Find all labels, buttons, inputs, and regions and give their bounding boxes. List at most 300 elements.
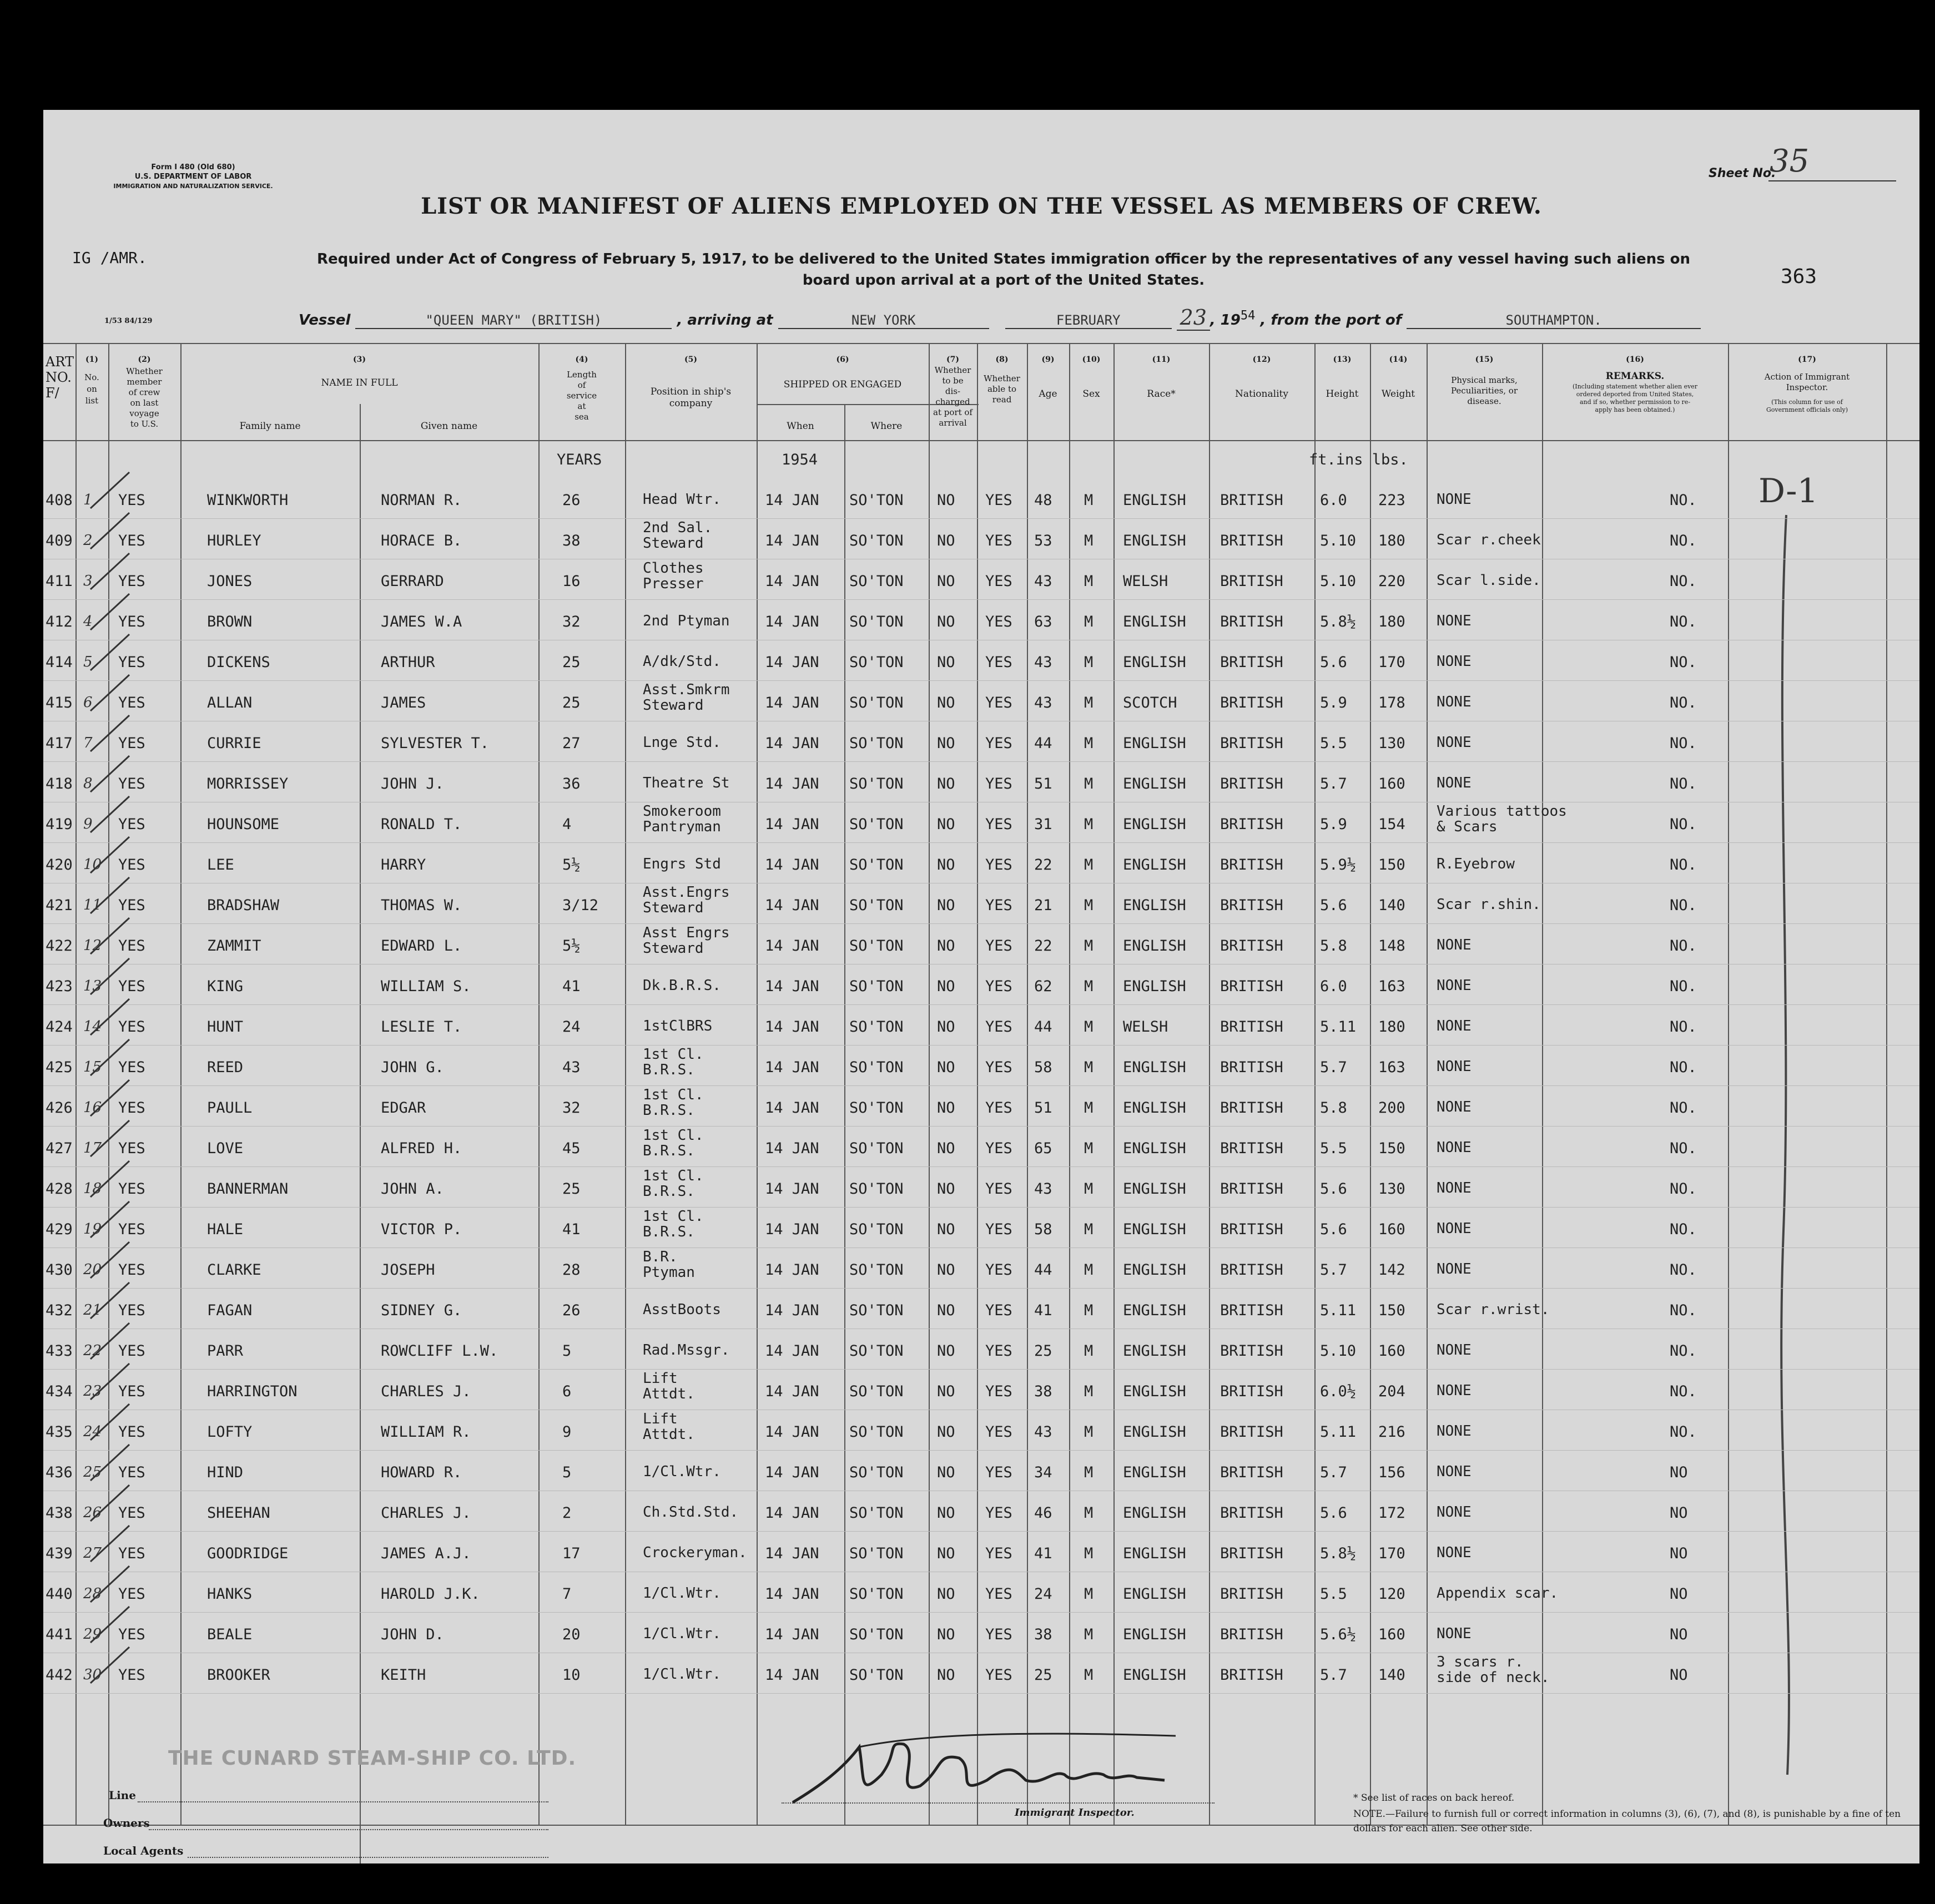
- cell-discharged: NO: [937, 856, 955, 873]
- cell-sex: M: [1084, 1383, 1094, 1400]
- cell-nationality: BRITISH: [1220, 978, 1283, 995]
- table-top-rule: [43, 343, 1919, 344]
- cell-height: 5.8½: [1320, 1545, 1357, 1562]
- cell-given-name: SYLVESTER T.: [381, 735, 490, 752]
- row-rule: [43, 1612, 1919, 1613]
- cell-remarks: NO.: [1670, 856, 1697, 873]
- cell-position: Head Wtr.: [643, 491, 721, 508]
- vessel-label: Vessel: [299, 312, 351, 329]
- cell-service-length: 6: [562, 1383, 572, 1400]
- cell-age: 58: [1034, 1059, 1052, 1076]
- cell-shipped-where: SO'TON: [849, 573, 904, 590]
- row-rule: [43, 1369, 1919, 1370]
- check-mark-icon: [85, 1523, 135, 1567]
- cell-position: 1/Cl.Wtr.: [643, 1585, 721, 1602]
- check-mark-icon: [85, 1604, 135, 1648]
- cell-nationality: BRITISH: [1220, 1221, 1283, 1238]
- cell-discharged: NO: [937, 1180, 955, 1198]
- cell-remarks: NO: [1670, 1585, 1688, 1603]
- check-mark-icon: [85, 1280, 135, 1324]
- cell-shipped-where: SO'TON: [849, 1261, 904, 1279]
- cell-height: 5.7: [1320, 1059, 1347, 1076]
- inspector-signature: [776, 1719, 1198, 1814]
- header-num: (4): [575, 355, 588, 364]
- cell-remarks: NO.: [1670, 816, 1697, 833]
- header-name-in-full: NAME IN FULL: [321, 377, 398, 388]
- cell-able-to-read: YES: [985, 1059, 1012, 1076]
- cell-age: 65: [1034, 1140, 1052, 1157]
- cell-sex: M: [1084, 816, 1094, 833]
- cell-family-name: PAULL: [207, 1099, 253, 1117]
- cell-previous-voyage: YES: [118, 1261, 145, 1279]
- cell-discharged: NO: [937, 897, 955, 914]
- cell-age: 63: [1034, 613, 1052, 630]
- row-rule: [43, 1085, 1919, 1086]
- cell-position: Lift Attdt.: [643, 1370, 695, 1402]
- cell-position: Rad.Mssgr.: [643, 1342, 730, 1358]
- cell-shipped-when: 14 JAN: [765, 1423, 819, 1441]
- cell-sex: M: [1084, 1180, 1094, 1198]
- cell-race: WELSH: [1123, 1018, 1168, 1036]
- vessel-name: "QUEEN MARY" (BRITISH): [355, 312, 672, 329]
- cell-list-number: 15: [83, 1059, 102, 1075]
- cell-previous-voyage: YES: [118, 775, 145, 792]
- form-number: Form I 480 (Old 680): [151, 163, 235, 171]
- cell-previous-voyage: YES: [118, 816, 145, 833]
- cell-family-name: BEALE: [207, 1626, 253, 1643]
- check-mark-icon: [85, 591, 135, 635]
- cell-age: 48: [1034, 492, 1052, 509]
- cell-family-name: BRADSHAW: [207, 897, 280, 914]
- cell-shipped-where: SO'TON: [849, 1464, 904, 1481]
- cell-shipped-where: SO'TON: [849, 1423, 904, 1441]
- cell-discharged: NO: [937, 1261, 955, 1279]
- cell-weight: 170: [1378, 1545, 1405, 1562]
- cell-age: 43: [1034, 1423, 1052, 1441]
- cell-nationality: BRITISH: [1220, 1504, 1283, 1522]
- header-member-last-voyage: Whether member of crew on last voyage to U.S.: [126, 366, 163, 429]
- cell-list-number: 12: [83, 937, 102, 954]
- col-rule: [1728, 343, 1729, 1825]
- cell-able-to-read: YES: [985, 937, 1012, 954]
- cell-weight: 180: [1378, 613, 1405, 630]
- cell-physical-marks: NONE: [1437, 937, 1472, 953]
- cell-shipped-when: 14 JAN: [765, 978, 819, 995]
- cell-service-length: 25: [562, 1180, 581, 1198]
- cell-list-number: 20: [83, 1261, 102, 1278]
- cell-shipped-where: SO'TON: [849, 1383, 904, 1400]
- cell-art-no: 418: [46, 775, 73, 792]
- cell-height: 5.8: [1320, 1099, 1347, 1117]
- cell-sex: M: [1084, 694, 1094, 711]
- cell-age: 34: [1034, 1464, 1052, 1481]
- cell-service-length: 16: [562, 573, 581, 590]
- cell-age: 44: [1034, 1018, 1052, 1036]
- cell-given-name: KEITH: [381, 1666, 426, 1684]
- cell-discharged: NO: [937, 492, 955, 509]
- cell-shipped-when: 14 JAN: [765, 492, 819, 509]
- header-num: (3): [353, 355, 366, 364]
- cell-sex: M: [1084, 1666, 1094, 1684]
- col-rule: [977, 343, 978, 1825]
- cell-physical-marks: NONE: [1437, 613, 1472, 629]
- header-sex: Sex: [1082, 388, 1100, 400]
- cell-remarks: NO: [1670, 1626, 1688, 1643]
- cell-position: Asst Engrs Steward: [643, 925, 730, 957]
- cell-family-name: HOUNSOME: [207, 816, 280, 833]
- header-discharged: Whether to be dis- charged at port of arrival: [933, 365, 972, 428]
- row-rule: [43, 923, 1919, 924]
- ig-amr-code: IG /AMR.: [72, 249, 147, 267]
- cell-family-name: JONES: [207, 573, 253, 590]
- cell-shipped-when: 14 JAN: [765, 1099, 819, 1117]
- cell-service-length: 28: [562, 1261, 581, 1279]
- cell-weight: 154: [1378, 816, 1405, 833]
- cell-family-name: HURLEY: [207, 532, 261, 549]
- header-num: (5): [684, 355, 697, 364]
- header-action-note: (This column for use of Government officials only): [1766, 398, 1848, 413]
- cell-discharged: NO: [937, 1504, 955, 1522]
- header-remarks: REMARKS.: [1605, 371, 1665, 382]
- cell-art-no: 435: [46, 1423, 73, 1441]
- check-mark-icon: [85, 753, 135, 797]
- cell-physical-marks: NONE: [1437, 1018, 1472, 1034]
- cell-discharged: NO: [937, 775, 955, 792]
- sheet-number-label: Sheet No.: [1709, 166, 1776, 180]
- cell-previous-voyage: YES: [118, 1018, 145, 1036]
- cell-shipped-when: 14 JAN: [765, 897, 819, 914]
- header-num: (6): [836, 355, 849, 364]
- cell-shipped-when: 14 JAN: [765, 613, 819, 630]
- header-nationality: Nationality: [1235, 388, 1288, 400]
- cell-shipped-where: SO'TON: [849, 897, 904, 914]
- cell-race: ENGLISH: [1123, 775, 1186, 792]
- cell-given-name: JOHN G.: [381, 1059, 444, 1076]
- cell-shipped-when: 14 JAN: [765, 816, 819, 833]
- cell-age: 21: [1034, 897, 1052, 914]
- cell-list-number: 22: [83, 1342, 102, 1359]
- arrival-port: NEW YORK: [778, 312, 989, 329]
- check-mark-icon: [85, 1563, 135, 1608]
- row-rule: [43, 1288, 1919, 1289]
- cell-height: 6.0: [1320, 978, 1347, 995]
- cell-list-number: 13: [83, 978, 102, 994]
- cell-sex: M: [1084, 1342, 1094, 1360]
- cell-family-name: HALE: [207, 1221, 244, 1238]
- cell-art-no: 409: [46, 532, 73, 549]
- cell-race: ENGLISH: [1123, 1464, 1186, 1481]
- cell-position: Clothes Presser: [643, 560, 704, 592]
- cell-shipped-where: SO'TON: [849, 532, 904, 549]
- cell-physical-marks: Scar r.cheek: [1437, 532, 1541, 548]
- header-given-name: Given name: [420, 421, 478, 432]
- cell-remarks: NO.: [1670, 694, 1697, 711]
- cell-shipped-where: SO'TON: [849, 1018, 904, 1036]
- cell-list-number: 29: [83, 1626, 102, 1643]
- check-mark-icon: [85, 1158, 135, 1203]
- cell-shipped-when: 14 JAN: [765, 775, 819, 792]
- cell-weight: 160: [1378, 1342, 1405, 1360]
- cell-service-length: 5½: [562, 856, 581, 873]
- cell-list-number: 16: [83, 1099, 102, 1116]
- cell-family-name: ZAMMIT: [207, 937, 261, 954]
- cell-weight: 172: [1378, 1504, 1405, 1522]
- cell-age: 44: [1034, 1261, 1052, 1279]
- row-rule: [43, 1166, 1919, 1167]
- cell-height: 5.6: [1320, 1504, 1347, 1522]
- cell-age: 44: [1034, 735, 1052, 752]
- cell-remarks: NO.: [1670, 1099, 1697, 1117]
- cell-physical-marks: NONE: [1437, 1382, 1472, 1399]
- cell-race: ENGLISH: [1123, 856, 1186, 873]
- cell-position: 2nd Ptyman: [643, 613, 730, 629]
- cell-age: 31: [1034, 816, 1052, 833]
- cell-family-name: GOODRIDGE: [207, 1545, 289, 1562]
- cell-position: Engrs Std: [643, 856, 721, 872]
- cell-height: 5.8½: [1320, 613, 1357, 630]
- cell-physical-marks: NONE: [1437, 694, 1472, 710]
- cell-sex: M: [1084, 532, 1094, 549]
- cell-service-length: 41: [562, 1221, 581, 1238]
- cell-family-name: HARRINGTON: [207, 1383, 298, 1400]
- cell-sex: M: [1084, 1261, 1094, 1279]
- penalty-note: NOTE.—Failure to furnish full or correct information in columns (3), (6), (7), and (8), is punishable by a fine of ten dollars for each alien. See other side.: [1353, 1809, 1901, 1834]
- cell-weight: 180: [1378, 1018, 1405, 1036]
- cell-physical-marks: NONE: [1437, 1180, 1472, 1196]
- cell-previous-voyage: YES: [118, 735, 145, 752]
- cell-able-to-read: YES: [985, 897, 1012, 914]
- check-mark-icon: [85, 469, 135, 514]
- cell-sex: M: [1084, 735, 1094, 752]
- cell-given-name: GERRARD: [381, 573, 444, 590]
- cell-service-length: 3/12: [562, 897, 599, 914]
- cell-service-length: 45: [562, 1140, 581, 1157]
- cell-shipped-where: SO'TON: [849, 1585, 904, 1603]
- cell-service-length: 7: [562, 1585, 572, 1603]
- action-vertical-stroke: [1753, 509, 1820, 1786]
- cell-art-no: 439: [46, 1545, 73, 1562]
- cell-weight: 130: [1378, 1180, 1405, 1198]
- cell-height: 5.6: [1320, 1221, 1347, 1238]
- row-rule: [43, 1045, 1919, 1046]
- cell-shipped-where: SO'TON: [849, 1099, 904, 1117]
- local-agents-field: [188, 1857, 548, 1858]
- cell-given-name: WILLIAM R.: [381, 1423, 471, 1441]
- cell-family-name: PARR: [207, 1342, 244, 1360]
- cell-art-no: 426: [46, 1099, 73, 1117]
- cell-service-length: 36: [562, 775, 581, 792]
- cell-previous-voyage: YES: [118, 1140, 145, 1157]
- cell-sex: M: [1084, 1423, 1094, 1441]
- cell-age: 38: [1034, 1626, 1052, 1643]
- cell-shipped-where: SO'TON: [849, 978, 904, 995]
- cell-art-no: 408: [46, 492, 73, 509]
- cell-able-to-read: YES: [985, 978, 1012, 995]
- cell-remarks: NO.: [1670, 1302, 1697, 1319]
- cell-weight: 160: [1378, 1626, 1405, 1643]
- cell-nationality: BRITISH: [1220, 1018, 1283, 1036]
- cell-height: 5.8: [1320, 937, 1347, 954]
- cell-race: ENGLISH: [1123, 1221, 1186, 1238]
- cell-shipped-where: SO'TON: [849, 735, 904, 752]
- cell-remarks: NO.: [1670, 978, 1697, 995]
- check-mark-icon: [85, 956, 135, 1000]
- cell-age: 25: [1034, 1342, 1052, 1360]
- cell-position: 2nd Sal. Steward: [643, 519, 713, 552]
- cell-previous-voyage: YES: [118, 1099, 145, 1117]
- cell-art-no: 421: [46, 897, 73, 914]
- cell-nationality: BRITISH: [1220, 1464, 1283, 1481]
- header-num: (17): [1798, 355, 1816, 364]
- cell-height: 5.10: [1320, 532, 1357, 549]
- cell-family-name: DICKENS: [207, 654, 270, 671]
- local-agents-label: Local Agents: [103, 1844, 184, 1857]
- cell-given-name: JAMES: [381, 694, 426, 711]
- cell-given-name: JOSEPH: [381, 1261, 435, 1279]
- header-family-name: Family name: [239, 421, 301, 432]
- cell-weight: 150: [1378, 1140, 1405, 1157]
- check-mark-icon: [85, 1401, 135, 1446]
- cell-physical-marks: NONE: [1437, 977, 1472, 994]
- cell-given-name: EDWARD L.: [381, 937, 462, 954]
- check-mark-icon: [85, 672, 135, 716]
- check-mark-icon: [85, 1199, 135, 1243]
- cell-discharged: NO: [937, 1423, 955, 1441]
- cell-weight: 220: [1378, 573, 1405, 590]
- cell-age: 38: [1034, 1383, 1052, 1400]
- cell-discharged: NO: [937, 1464, 955, 1481]
- cell-shipped-when: 14 JAN: [765, 1140, 819, 1157]
- cell-shipped-when: 14 JAN: [765, 532, 819, 549]
- cell-age: 62: [1034, 978, 1052, 995]
- row-rule: [43, 1693, 1919, 1694]
- cell-service-length: 25: [562, 654, 581, 671]
- cell-able-to-read: YES: [985, 1626, 1012, 1643]
- cell-nationality: BRITISH: [1220, 492, 1283, 509]
- cell-sex: M: [1084, 613, 1094, 630]
- cell-service-length: 25: [562, 694, 581, 711]
- cell-able-to-read: YES: [985, 1585, 1012, 1603]
- cell-art-no: 438: [46, 1504, 73, 1522]
- header-num: (16): [1626, 355, 1644, 364]
- cell-shipped-when: 14 JAN: [765, 573, 819, 590]
- cell-family-name: ALLAN: [207, 694, 253, 711]
- departure-port: SOUTHAMPTON.: [1407, 312, 1701, 329]
- reference-code: 1/53 84/129: [104, 317, 153, 325]
- cell-weight: 180: [1378, 532, 1405, 549]
- cell-position: Asst.Smkrm Steward: [643, 681, 730, 714]
- cell-list-number: 7: [83, 735, 93, 751]
- cell-given-name: HARRY: [381, 856, 426, 873]
- cell-shipped-where: SO'TON: [849, 816, 904, 833]
- arriving-label: , arriving at: [677, 312, 773, 329]
- cell-physical-marks: R.Eyebrow: [1437, 856, 1515, 872]
- cell-shipped-when: 14 JAN: [765, 1585, 819, 1603]
- cell-list-number: 26: [83, 1504, 102, 1521]
- cell-service-length: 5: [562, 1464, 572, 1481]
- cell-previous-voyage: YES: [118, 573, 145, 590]
- header-num: (11): [1152, 355, 1171, 364]
- cell-remarks: NO.: [1670, 613, 1697, 630]
- races-note: * See list of races on back hereof.: [1353, 1792, 1515, 1804]
- document-subtitle: Required under Act of Congress of February 5, 1917, to be delivered to the United States immigration officer by the representatives of any vessel having such aliens on board upon arrival at a port of the United States.: [316, 251, 1691, 289]
- check-mark-icon: [85, 996, 135, 1041]
- row-rule: [43, 1004, 1919, 1005]
- cell-race: ENGLISH: [1123, 654, 1186, 671]
- check-mark-icon: [85, 1077, 135, 1122]
- cell-nationality: BRITISH: [1220, 897, 1283, 914]
- cell-discharged: NO: [937, 1059, 955, 1076]
- cell-physical-marks: NONE: [1437, 1423, 1472, 1440]
- cell-previous-voyage: YES: [118, 897, 145, 914]
- cell-nationality: BRITISH: [1220, 937, 1283, 954]
- cell-sex: M: [1084, 775, 1094, 792]
- cell-list-number: 6: [83, 694, 93, 711]
- cell-service-length: 26: [562, 1302, 581, 1319]
- cell-height: 5.5: [1320, 1140, 1347, 1157]
- cell-discharged: NO: [937, 735, 955, 752]
- row-rule: [43, 599, 1919, 600]
- cell-family-name: HANKS: [207, 1585, 253, 1603]
- department-name: U.S. DEPARTMENT OF LABOR: [134, 173, 252, 181]
- cell-list-number: 1: [83, 492, 93, 508]
- cell-service-length: 32: [562, 613, 581, 630]
- cell-art-no: 427: [46, 1140, 73, 1157]
- cell-physical-marks: NONE: [1437, 1261, 1472, 1277]
- cell-physical-marks: NONE: [1437, 1625, 1472, 1642]
- cell-sex: M: [1084, 856, 1094, 873]
- cell-discharged: NO: [937, 816, 955, 833]
- cell-shipped-when: 14 JAN: [765, 735, 819, 752]
- cell-weight: 200: [1378, 1099, 1405, 1117]
- cell-height: 6.0½: [1320, 1383, 1357, 1400]
- cell-height: 5.10: [1320, 1342, 1357, 1360]
- cell-height: 5.11: [1320, 1302, 1357, 1319]
- cell-able-to-read: YES: [985, 1180, 1012, 1198]
- header-length-of-service: Length of service at sea: [566, 370, 597, 422]
- cell-art-no: 412: [46, 613, 73, 630]
- cell-nationality: BRITISH: [1220, 654, 1283, 671]
- cell-height: 5.5: [1320, 1585, 1347, 1603]
- cell-race: SCOTCH: [1123, 694, 1177, 711]
- service-units: YEARS: [557, 451, 602, 468]
- cell-age: 53: [1034, 532, 1052, 549]
- cell-weight: 140: [1378, 1666, 1405, 1684]
- cell-given-name: HORACE B.: [381, 532, 462, 549]
- cell-race: ENGLISH: [1123, 1626, 1186, 1643]
- cell-physical-marks: NONE: [1437, 1220, 1472, 1237]
- cell-given-name: ROWCLIFF L.W.: [381, 1342, 498, 1360]
- row-rule: [43, 1450, 1919, 1451]
- cell-art-no: 420: [46, 856, 73, 873]
- cell-shipped-when: 14 JAN: [765, 1059, 819, 1076]
- cell-previous-voyage: YES: [118, 1504, 145, 1522]
- cell-art-no: 417: [46, 735, 73, 752]
- cell-art-no: 428: [46, 1180, 73, 1198]
- cell-shipped-where: SO'TON: [849, 613, 904, 630]
- cell-race: ENGLISH: [1123, 897, 1186, 914]
- cell-shipped-when: 14 JAN: [765, 937, 819, 954]
- cell-race: ENGLISH: [1123, 1261, 1186, 1279]
- cell-sex: M: [1084, 1140, 1094, 1157]
- cell-position: 1st Cl. B.R.S.: [643, 1168, 704, 1200]
- header-num: (13): [1333, 355, 1352, 364]
- cell-family-name: HIND: [207, 1464, 244, 1481]
- cell-able-to-read: YES: [985, 1342, 1012, 1360]
- footer: [43, 1719, 1919, 1863]
- cell-family-name: SHEEHAN: [207, 1504, 270, 1522]
- cell-able-to-read: YES: [985, 1423, 1012, 1441]
